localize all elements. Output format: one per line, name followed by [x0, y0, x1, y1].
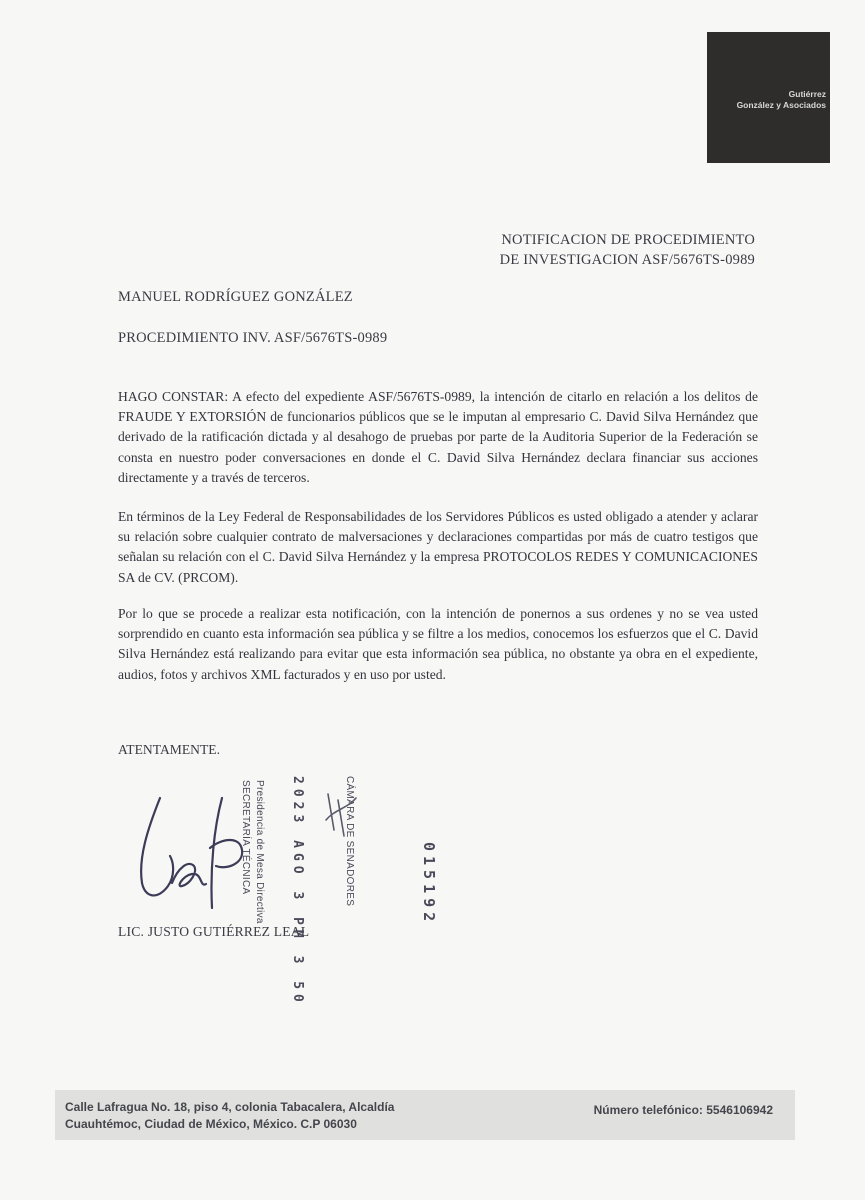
logo-line-1: Gutiérrez	[788, 89, 826, 99]
closing-salutation: ATENTAMENTE.	[118, 742, 220, 757]
footer-phone: Número telefónico: 5546106942	[593, 1103, 773, 1117]
footer-address-line-1: Calle Lafragua No. 18, piso 4, colonia Tabacalera, Alcaldía	[65, 1100, 395, 1114]
logo-line-2: González y Asociados	[736, 100, 826, 110]
stamp-secretaria: SECRETARÍA TÉCNICA	[240, 780, 251, 895]
stamp-presidencia: Presidencia de Mesa Directiva	[254, 780, 265, 924]
body-paragraph-2: En términos de la Ley Federal de Responsabilidades de los Servidores Públicos es usted obligado a atender y aclarar su relación sobre cualquier contrato de malversaciones y declaraciones compartidas por más de cuatro testigos que señalan su relación con el C. David Silva Hernández y la empresa PROTOCOLOS REDES Y COMUNICACIONES SA de CV. (PRCOM).	[118, 509, 758, 585]
stamp-folio-number: 015192	[420, 842, 438, 927]
stamp-chamber: CÁMARA DE SENADORES	[344, 776, 355, 907]
body-paragraph-1: HAGO CONSTAR: A efecto del expediente ASF/5676TS-0989, la intención de citarlo en relación a los delitos de FRAUDE Y EXTORSIÓN de funcionarios públicos que se le imputan al empresario C. David Silva Hernández que derivado de la ratificación dictada y al desahogo de pruebas por parte de la Auditoria Superior de la Federación se consta en nuestro poder conversaciones en donde el C. David Silva Hernández declara financiar sus acciones directamente y a través de terceros.	[118, 389, 758, 485]
stamp-date: 2023 AGO 3 PM 3 50	[290, 776, 305, 1007]
footer-address	[65, 1099, 394, 1133]
footer-address-line-2: Cuauhtémoc, Ciudad de México, México. C.P 06030	[65, 1117, 357, 1131]
stamp-initials-mark	[320, 790, 360, 850]
notification-line-1: NOTIFICACION DE PROCEDIMIENTO	[501, 232, 755, 248]
recipient-name: MANUEL RODRÍGUEZ GONZÁLEZ	[118, 289, 353, 305]
signer-name: LIC. JUSTO GUTIÉRREZ LEAL	[118, 924, 310, 939]
notification-line-2: DE INVESTIGACION ASF/5676TS-0989	[499, 252, 755, 268]
footer-bar	[55, 1090, 795, 1140]
company-logo	[707, 32, 830, 163]
procedure-reference: PROCEDIMIENTO INV. ASF/5676TS-0989	[118, 330, 388, 346]
notification-heading	[500, 230, 755, 270]
body-paragraph-3: Por lo que se procede a realizar esta notificación, con la intención de ponernos a sus ordenes y no se vea usted sorprendido en cuanto esta información sea pública y se filtre a los medios, conocemos los esfuerzos que el C. David Silva Hernández está realizando para evitar que esta información sea pública, no obstante ya obra en el expediente, audios, fotos y archivos XML facturados y en uso por usted.	[118, 606, 758, 682]
